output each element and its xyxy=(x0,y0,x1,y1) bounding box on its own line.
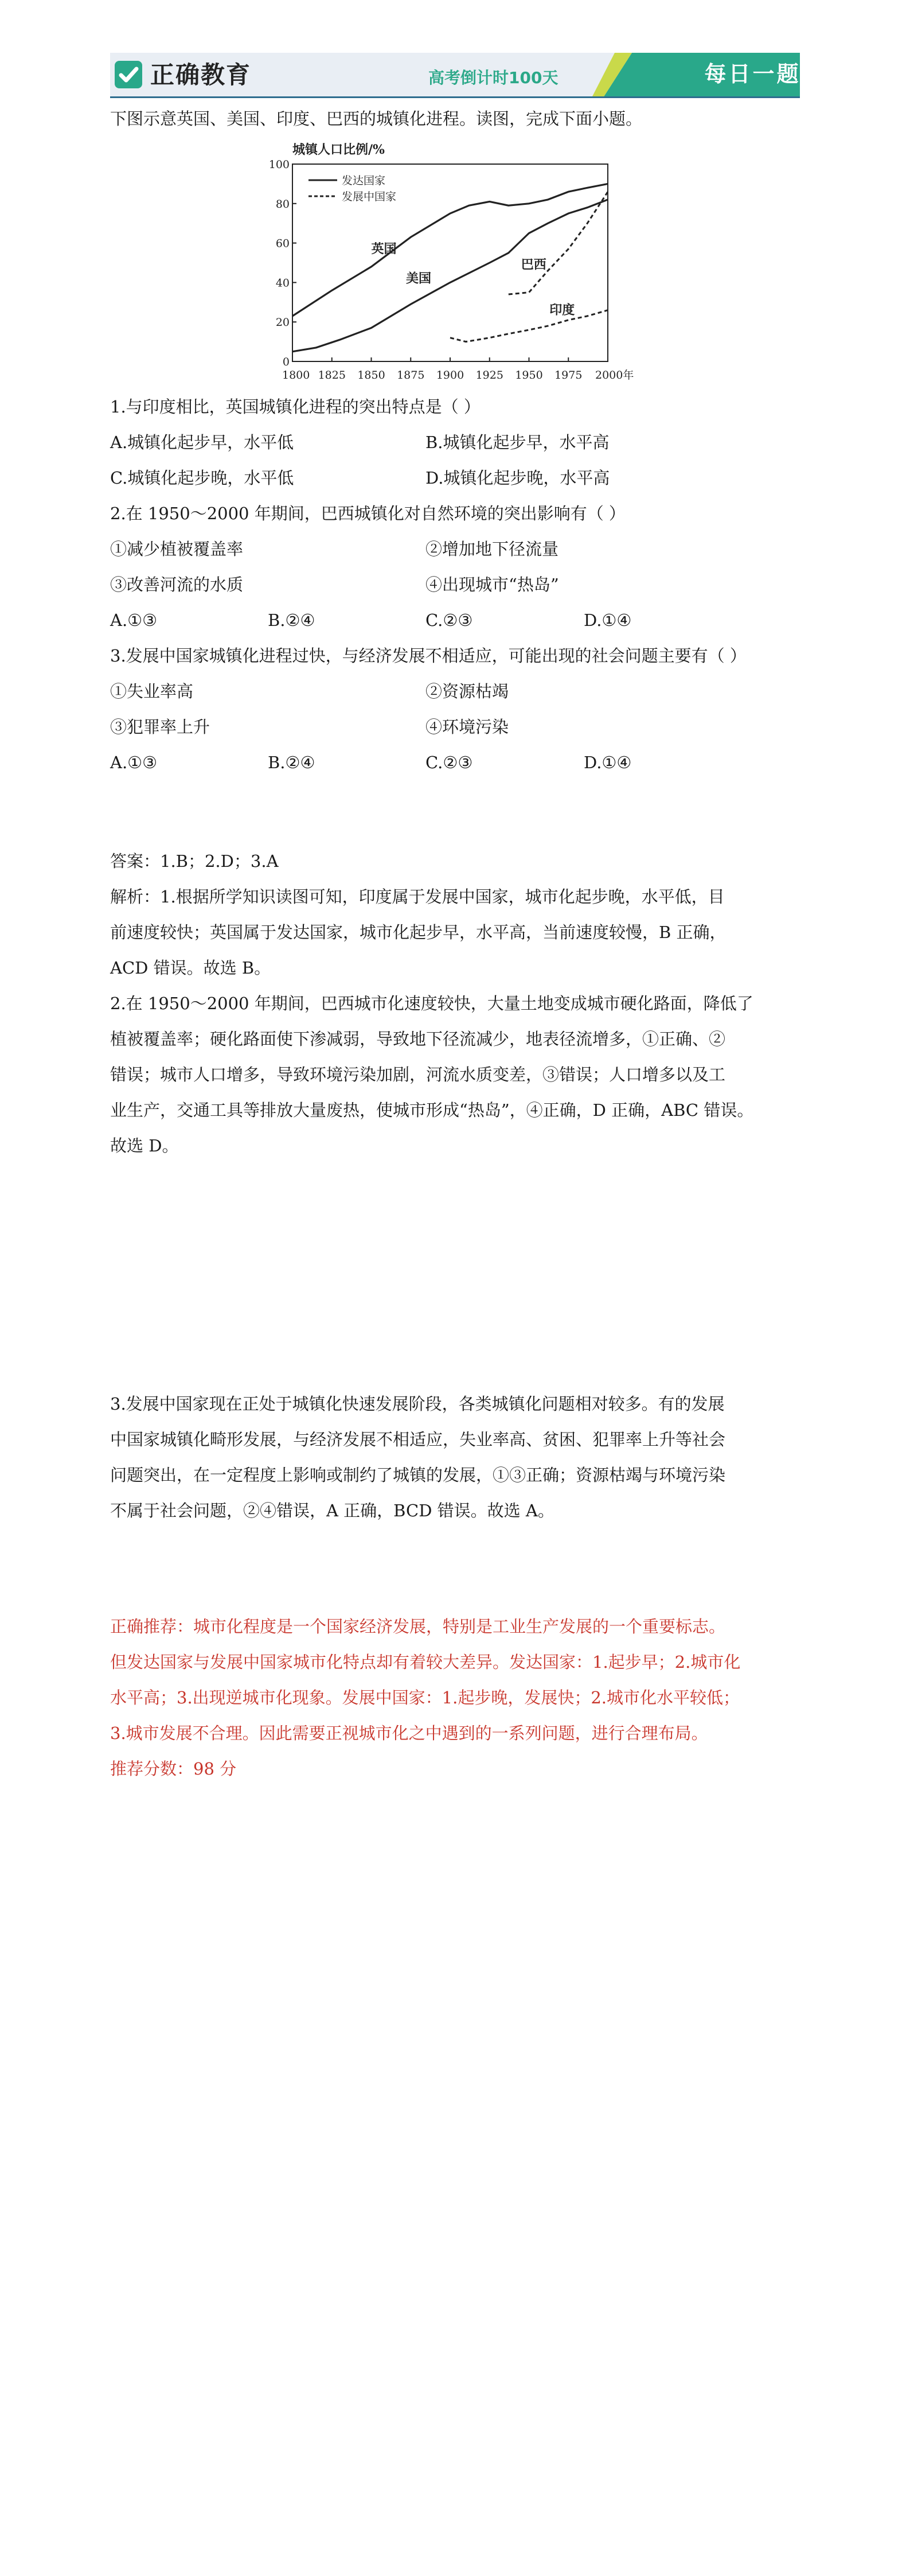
analysis-1-line-1: 解析：1.根据所学知识读图可知，印度属于发展中国家，城市化起步晚，水平低，目 xyxy=(110,887,725,906)
analysis-3-line-3: 问题突出，在一定程度上影响或制约了城镇的发展，①③正确；资源枯竭与环境污染 xyxy=(110,1465,726,1485)
analysis-2-line-5: 故选 D。 xyxy=(110,1136,179,1155)
analysis-3-line-2: 中国家城镇化畸形发展，与经济发展不相适应，失业率高、贫困、犯罪率上升等社会 xyxy=(110,1430,726,1449)
urbanization-chart xyxy=(268,142,648,389)
series-label-印度: 印度 xyxy=(549,302,575,318)
q3-stem: 3.发展中国家城镇化进程过快，与经济发展不相适应，可能出现的社会问题主要有（ ） xyxy=(110,646,747,666)
chart-series-labels xyxy=(372,242,575,318)
series-line-美国 xyxy=(292,200,608,352)
q1-option-d: D.城镇化起步晚，水平高 xyxy=(425,468,610,488)
countdown-text: 高考倒计时100天 xyxy=(428,68,559,87)
q2-stem: 2.在 1950～2000 年期间，巴西城镇化对自然环境的突出影响有（ ） xyxy=(110,504,626,523)
x-tick-label: 1825 xyxy=(318,369,346,382)
ribbon-title: 每日一题 xyxy=(704,61,801,87)
analysis-2-line-3: 错误；城市人口增多，导致环境污染加剧，河流水质变差，③错误；人口增多以及工 xyxy=(110,1065,726,1084)
q2-item-2: ②增加地下径流量 xyxy=(425,539,559,559)
q1-option-a: A.城镇化起步早，水平低 xyxy=(110,433,294,452)
q3-item-1: ①失业率高 xyxy=(110,682,194,701)
check-logo-icon xyxy=(115,61,142,88)
legend-label: 发达国家 xyxy=(342,174,386,187)
analysis-2-line-2: 植被覆盖率；硬化路面使下渗减弱，导致地下径流减少，地表径流增多，①正确、② xyxy=(110,1029,726,1049)
series-line-英国 xyxy=(292,184,608,316)
y-tick-label: 100 xyxy=(268,158,290,171)
analysis-1-line-2: 前速度较快；英国属于发达国家，城市化起步早，水平高，当前速度较慢，B 正确， xyxy=(110,923,727,942)
y-tick-label: 0 xyxy=(282,356,290,368)
x-tick-label: 2000年 xyxy=(595,369,634,382)
q2-option-a: A.①③ xyxy=(110,610,158,630)
x-tick-label: 1850 xyxy=(357,369,385,382)
y-tick-label: 60 xyxy=(275,237,290,250)
chart-series xyxy=(292,184,608,351)
x-tick-label: 1950 xyxy=(515,369,543,382)
q2-item-1: ①减少植被覆盖率 xyxy=(110,539,244,559)
recommend-line-1: 正确推荐：城市化程度是一个国家经济发展，特别是工业生产发展的一个重要标志。 xyxy=(110,1617,726,1636)
brand-name: 正确教育 xyxy=(150,61,252,89)
header-banner xyxy=(110,53,800,98)
analysis-2-line-4: 业生产，交通工具等排放大量废热，使城市形成“热岛”，④正确，D 正确，ABC 错误。 xyxy=(110,1100,754,1120)
chart-legend xyxy=(308,174,396,203)
x-tick-label: 1800 xyxy=(282,369,310,382)
q2-option-c: C.②③ xyxy=(425,610,473,630)
y-tick-label: 80 xyxy=(275,197,290,211)
analysis-2-line-1: 2.在 1950～2000 年期间，巴西城市化速度较快，大量土地变成城市硬化路面，降低了 xyxy=(110,994,753,1013)
series-line-印度 xyxy=(450,310,608,342)
x-tick-label: 1975 xyxy=(554,369,583,382)
chart-axes xyxy=(269,158,634,382)
q3-option-a: A.①③ xyxy=(110,753,158,772)
chart-ylabel: 城镇人口比例/% xyxy=(292,142,385,157)
q3-item-3: ③犯罪率上升 xyxy=(110,717,210,737)
intro-text: 下图示意英国、美国、印度、巴西的城镇化进程。读图，完成下面小题。 xyxy=(110,109,643,129)
recommend-line-2: 但发达国家与发展中国家城市化特点却有着较大差异。发达国家：1.起步早；2.城市化 xyxy=(110,1652,741,1672)
recommend-score: 推荐分数：98 分 xyxy=(110,1759,237,1779)
q3-option-c: C.②③ xyxy=(425,753,473,772)
q2-option-b: B.②④ xyxy=(268,610,315,630)
recommend-line-3: 水平高；3.出现逆城市化现象。发展中国家：1.起步晚，发展快；2.城市化水平较低； xyxy=(110,1688,740,1707)
q3-option-d: D.①④ xyxy=(584,753,632,772)
q1-stem: 1.与印度相比，英国城镇化进程的突出特点是（ ） xyxy=(110,397,481,417)
recommend-line-4: 3.城市发展不合理。因此需要正视城市化之中遇到的一系列问题，进行合理布局。 xyxy=(110,1723,708,1743)
q3-option-b: B.②④ xyxy=(268,753,315,772)
x-tick-label: 1925 xyxy=(475,369,503,382)
q2-option-d: D.①④ xyxy=(584,610,632,630)
answer-label: 答案：1.B；2.D；3.A xyxy=(110,851,279,871)
analysis-3-line-4: 不属于社会问题，②④错误，A 正确，BCD 错误。故选 A。 xyxy=(110,1501,554,1520)
x-tick-label: 1875 xyxy=(397,369,425,382)
series-label-美国: 美国 xyxy=(406,271,432,286)
q1-option-b: B.城镇化起步早，水平高 xyxy=(425,433,610,452)
q3-item-2: ②资源枯竭 xyxy=(425,682,509,701)
x-tick-label: 1900 xyxy=(436,369,464,382)
series-line-巴西 xyxy=(509,192,608,294)
q3-item-4: ④环境污染 xyxy=(425,717,509,737)
banner-underline xyxy=(110,96,800,98)
y-tick-label: 40 xyxy=(275,277,290,290)
q1-option-c: C.城镇化起步晚，水平低 xyxy=(110,468,294,488)
series-label-英国: 英国 xyxy=(371,241,397,256)
analysis-3-line-1: 3.发展中国家现在正处于城镇化快速发展阶段，各类城镇化问题相对较多。有的发展 xyxy=(110,1394,725,1414)
chart-frame xyxy=(292,164,608,361)
q2-item-3: ③改善河流的水质 xyxy=(110,575,244,594)
y-tick-label: 20 xyxy=(275,316,290,329)
analysis-1-line-3: ACD 错误。故选 B。 xyxy=(110,958,271,978)
legend-label: 发展中国家 xyxy=(342,190,397,203)
q2-item-4: ④出现城市“热岛” xyxy=(425,575,559,594)
series-label-巴西: 巴西 xyxy=(521,257,546,273)
